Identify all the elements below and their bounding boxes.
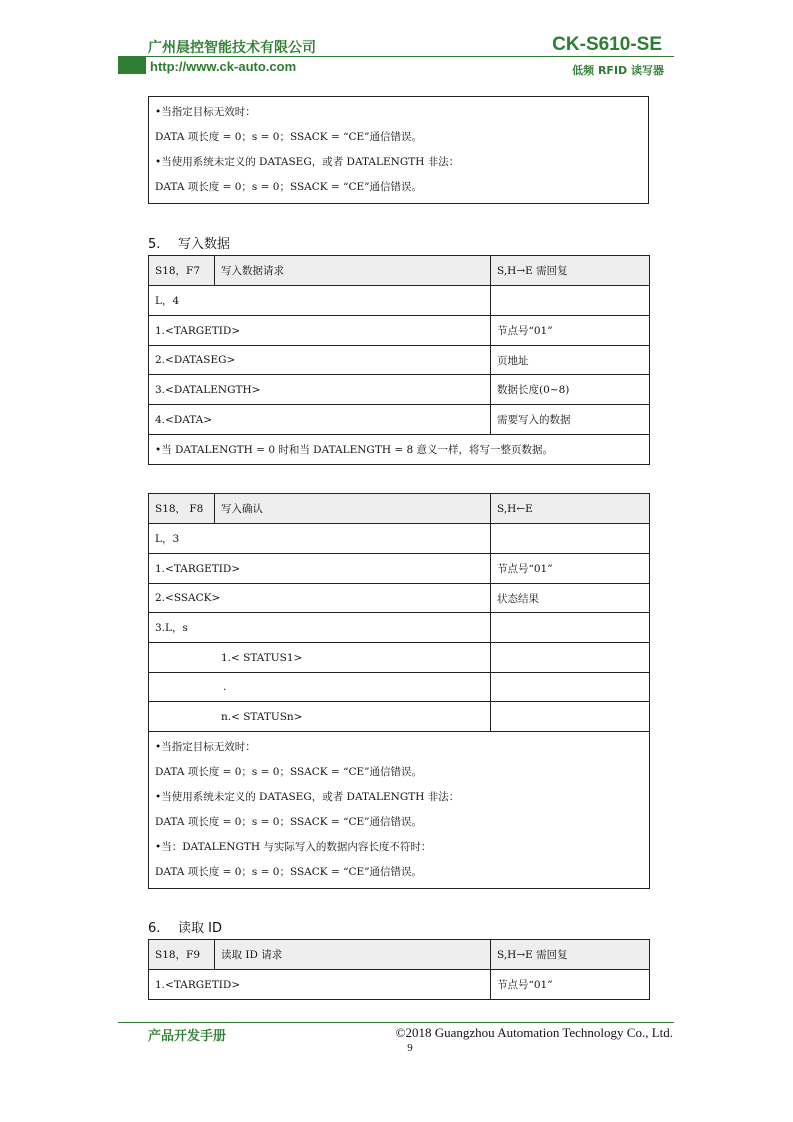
item-cell: 1.<TARGETID> bbox=[149, 554, 491, 584]
message-name-cell: 读取 ID 请求 bbox=[215, 940, 491, 970]
table-row bbox=[149, 584, 650, 613]
status-ellipsis-cell: . bbox=[149, 673, 491, 702]
table-row bbox=[149, 405, 650, 435]
direction-cell: S,H→E 需回复 bbox=[491, 940, 650, 970]
direction-cell: S,H→E 需回复 bbox=[491, 256, 650, 286]
notes-cell bbox=[149, 732, 650, 889]
item-cell: 2.<SSACK> bbox=[149, 584, 491, 613]
stream-function-cell: S18，F7 bbox=[149, 256, 215, 286]
item-cell: 3.<DATALENGTH> bbox=[149, 375, 491, 405]
table-s18-f8 bbox=[148, 493, 650, 889]
top-notes-cell bbox=[149, 97, 649, 204]
note-line: •当指定目标无效时： bbox=[155, 741, 256, 753]
table-row bbox=[149, 613, 650, 643]
note-line: DATA 项长度 = 0；s = 0；SSACK = “CE”通信错误。 bbox=[155, 131, 423, 143]
note-line: DATA 项长度 = 0；s = 0；SSACK = “CE”通信错误。 bbox=[155, 816, 423, 828]
item-cell: 1.<TARGETID> bbox=[149, 316, 491, 346]
company-url[interactable]: http://www.ck-auto.com bbox=[150, 59, 297, 74]
note-line: DATA 项长度 = 0；s = 0；SSACK = “CE”通信错误。 bbox=[155, 866, 423, 878]
desc-cell bbox=[491, 524, 650, 554]
table-row bbox=[149, 970, 650, 1000]
item-cell: L，3 bbox=[149, 524, 491, 554]
item-cell: 3.L，s bbox=[149, 613, 491, 643]
item-cell: L，4 bbox=[149, 286, 491, 316]
status-item-cell: 1.< STATUS1> bbox=[149, 643, 491, 673]
desc-cell: 节点号“01” bbox=[491, 554, 650, 584]
desc-cell: 数据长度(0~8) bbox=[491, 375, 650, 405]
section-5-title: 写入数据 bbox=[178, 237, 231, 252]
copyright: ©2018 Guangzhou Automation Technology Co., Ltd. bbox=[395, 1025, 673, 1040]
direction-cell: S,H←E bbox=[491, 494, 650, 524]
table-row bbox=[149, 346, 650, 375]
desc-cell: 节点号“01” bbox=[491, 316, 650, 346]
note-line: DATA 项长度 = 0；s = 0；SSACK = “CE”通信错误。 bbox=[155, 181, 423, 193]
item-cell: 1.<TARGETID> bbox=[149, 970, 491, 1000]
product-subtitle: 低频 RFID 读写器 bbox=[572, 64, 664, 77]
section-5-heading bbox=[148, 233, 230, 252]
desc-cell bbox=[491, 643, 650, 673]
desc-cell bbox=[491, 673, 650, 702]
note-line: •当：DATALENGTH 与实际写入的数据内容长度不符时： bbox=[155, 841, 432, 853]
desc-cell bbox=[491, 286, 650, 316]
desc-cell: 页地址 bbox=[491, 346, 650, 375]
section-6-title: 读取 ID bbox=[178, 921, 222, 936]
table-row bbox=[149, 524, 650, 554]
page-number: 9 bbox=[407, 1042, 413, 1054]
note-line: •当指定目标无效时： bbox=[155, 106, 256, 118]
table-s18-f7 bbox=[148, 255, 650, 465]
desc-cell bbox=[491, 702, 650, 732]
desc-cell: 需要写入的数据 bbox=[491, 405, 650, 435]
table-header-row bbox=[149, 940, 650, 970]
footer-divider bbox=[118, 1022, 674, 1023]
status-row bbox=[149, 643, 650, 673]
table-row bbox=[149, 375, 650, 405]
table-note-row bbox=[149, 435, 650, 465]
table-row bbox=[149, 554, 650, 584]
table-row bbox=[149, 316, 650, 346]
desc-cell: 状态结果 bbox=[491, 584, 650, 613]
status-row bbox=[149, 702, 650, 732]
item-cell: 4.<DATA> bbox=[149, 405, 491, 435]
header-green-block bbox=[118, 57, 146, 74]
note-line: •当使用系统未定义的 DATASEG，或者 DATALENGTH 非法： bbox=[155, 156, 460, 168]
status-row bbox=[149, 673, 650, 702]
desc-cell: 节点号“01” bbox=[491, 970, 650, 1000]
table-header-row bbox=[149, 256, 650, 286]
top-notes-table bbox=[148, 96, 649, 204]
status-item-cell: n.< STATUSn> bbox=[149, 702, 491, 732]
stream-function-cell: S18， F8 bbox=[149, 494, 215, 524]
header-divider bbox=[118, 56, 674, 57]
table-notes-row bbox=[149, 732, 650, 889]
item-cell: 2.<DATASEG> bbox=[149, 346, 491, 375]
table-s18-f9 bbox=[148, 939, 650, 1000]
note-line: •当使用系统未定义的 DATASEG，或者 DATALENGTH 非法： bbox=[155, 791, 460, 803]
table-header-row bbox=[149, 494, 650, 524]
message-name-cell: 写入确认 bbox=[215, 494, 491, 524]
section-6-number: 6. bbox=[148, 921, 161, 936]
model-number: CK-S610-SE bbox=[552, 34, 662, 55]
desc-cell bbox=[491, 613, 650, 643]
message-name-cell: 写入数据请求 bbox=[215, 256, 491, 286]
section-6-heading bbox=[148, 917, 222, 936]
table-row bbox=[149, 286, 650, 316]
note-cell: •当 DATALENGTH = 0 时和当 DATALENGTH = 8 意义一样，将写一整页数据。 bbox=[149, 435, 650, 465]
section-5-number: 5. bbox=[148, 237, 161, 252]
stream-function-cell: S18，F9 bbox=[149, 940, 215, 970]
company-name: 广州晨控智能技术有限公司 bbox=[148, 40, 316, 56]
manual-title: 产品开发手册 bbox=[148, 1029, 227, 1044]
note-line: DATA 项长度 = 0；s = 0；SSACK = “CE”通信错误。 bbox=[155, 766, 423, 778]
